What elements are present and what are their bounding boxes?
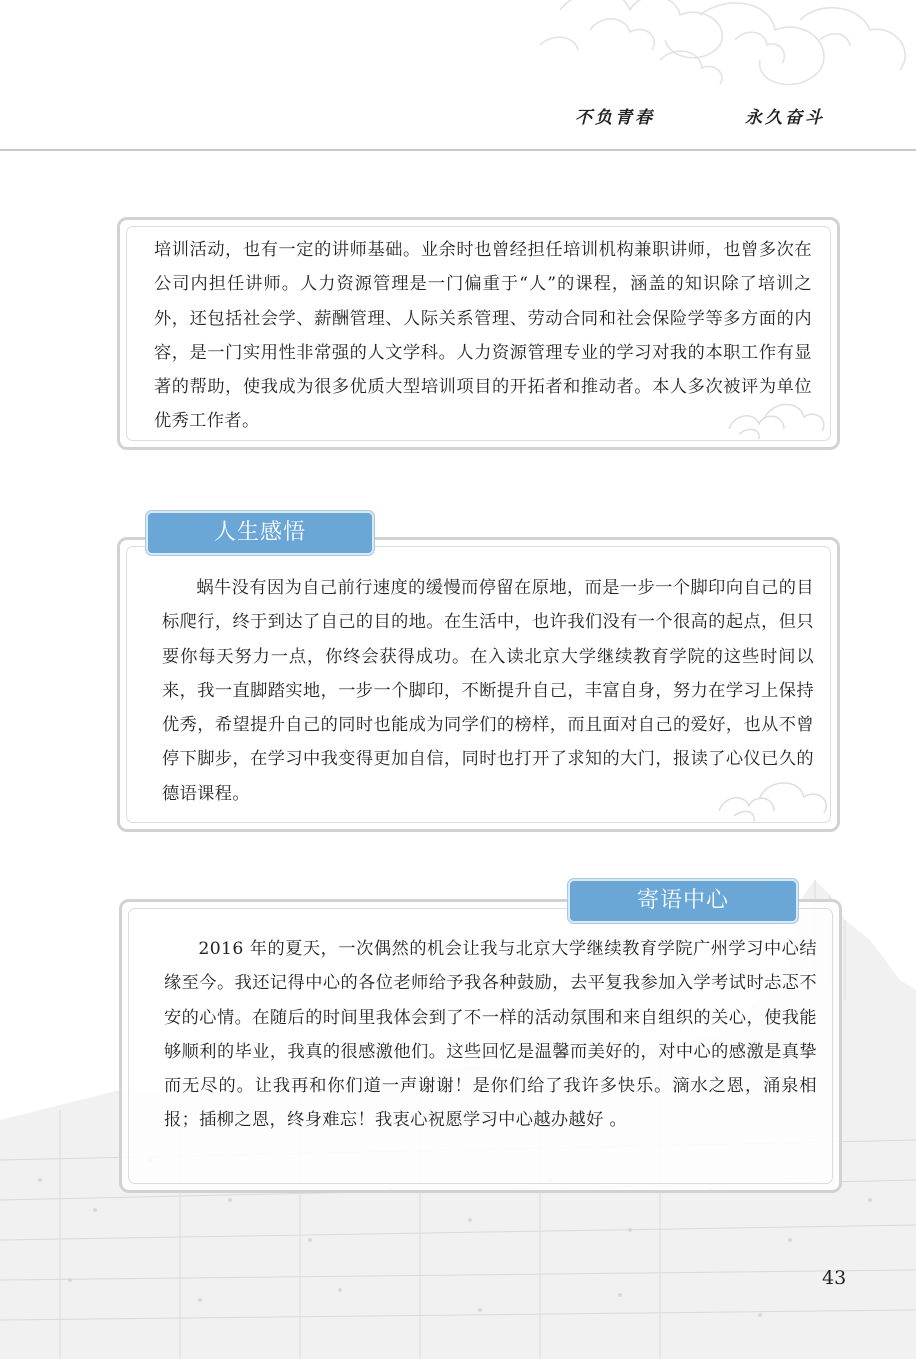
text-box-section2 [117,537,840,832]
text-box-section3 [119,899,842,1193]
section3-paragraph: 2016 年的夏天，一次偶然的机会让我与北京大学继续教育学院广州学习中心结缘至今。我还记得中心的各位老师给予我各种鼓励，去平复我参加入学考试时忐忑不安的心情。在随后的时间里我体会到了不一样的活动氛围和来自组织的关心，使我能够顺利的毕业，我真的很感激他们。这些回忆是温馨而美好的，对中心的感激是真挚而无尽的。让我再和你们道一声谢谢！是你们给了我许多快乐。滴水之恩，涌泉相报；插柳之恩，终身难忘！我衷心祝愿学习中心越办越好 。 [164,939,817,1131]
section1-body [154,233,812,439]
slogan-right: 永久奋斗 [745,108,825,128]
header-divider [0,149,916,151]
section2-body [162,571,814,811]
text-box-section1 [117,217,840,450]
page-number: 43 [822,1267,847,1289]
section3-title-tab: 寄语中心 [568,879,798,923]
slogan-left: 不负青春 [575,108,655,128]
section2-title-tab: 人生感悟 [146,511,374,555]
section1-paragraph: 培训活动，也有一定的讲师基础。业余时也曾经担任培训机构兼职讲师，也曾多次在公司内担任讲师。人力资源管理是一门偏重于“人”的课程，涵盖的知识除了培训之外，还包括社会学、薪酬管理、人际关系管理、劳动合同和社会保险学等多方面的内容，是一门实用性非常强的人文学科。人力资源管理专业的学习对我的本职工作有显著的帮助，使我成为很多优质大型培训项目的开拓者和推动者。本人多次被评为单位优秀工作者。 [154,240,812,432]
section3-body [164,932,817,1138]
page-header [0,0,916,150]
section2-paragraph: 蜗牛没有因为自己前行速度的缓慢而停留在原地，而是一步一个脚印向自己的目标爬行，终于到达了自己的目的地。在生活中，也许我们没有一个很高的起点，但只要你每天努力一点，你终会获得成功。在入读北京大学继续教育学院的这些时间以来，我一直脚踏实地，一步一个脚印，不断提升自己，丰富自身，努力在学习上保持优秀，希望提升自己的同时也能成为同学们的榜样，而且面对自己的爱好，也从不曾停下脚步，在学习中我变得更加自信，同时也打开了求知的大门，报读了心仪已久的德语课程。 [162,578,814,804]
